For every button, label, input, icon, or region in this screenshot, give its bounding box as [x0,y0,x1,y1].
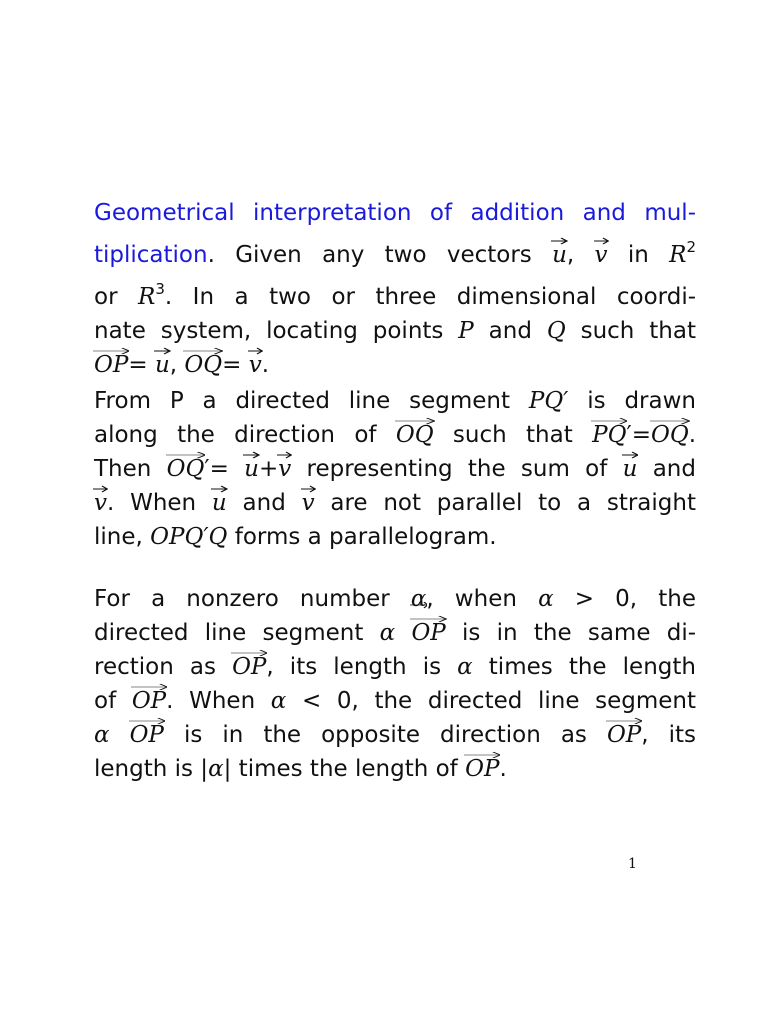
paragraph-addition [94,384,696,554]
line: along the direction of OQ such that PQ′= OQ. [94,418,696,452]
vector-v: v [302,486,315,520]
vector-OQ: OQ [184,348,222,382]
vector-u: u [244,452,259,486]
line: length is |α| times the length of OP. [94,752,696,786]
line: From P a directed line segment PQ′ is drawn [94,388,696,414]
vector-OP: OP [132,684,166,718]
vector-u: u [623,452,638,486]
line: OP= u, OQ= v. [94,348,696,382]
vector-OQ: OQ [396,418,434,452]
vector-OQ-prime: OQ [167,452,205,486]
paragraph-scalar-multiplication [94,582,696,786]
line: Then OQ′= u+ v representing the sum of u and [94,452,696,486]
page-number: 1 [628,856,637,872]
vector-OP: OP [130,718,164,752]
line [94,196,696,230]
line: line, OPQ′Q forms a parallelogram. [94,524,497,550]
line: directed line segment α OP is in the same di- [94,616,696,650]
line: α OP is in the opposite direction as OP, its [94,718,696,752]
paragraph-definition [94,196,696,382]
vector-OQ: OQ [651,418,689,452]
section-heading: Geometrical interpretation of addition and mul- [94,200,696,226]
line: tiplication. Given any two vectors u, v in $R^2$ [94,230,696,272]
vector-u: u [212,486,227,520]
line: rection as OP, its length is α times the length [94,650,696,684]
line: v. When u and v are not parallel to a straight [94,486,696,520]
vector-PQ-prime: PQ [592,418,626,452]
vector-v: v [94,486,107,520]
vector-v: v [278,452,291,486]
vector-v: v [595,238,608,272]
line: For a nonzero number α, when α > 0, the [94,582,696,616]
line: of OP. When α < 0, the directed line segment [94,684,696,718]
section-heading-cont: tiplication [94,242,208,268]
vector-u: u [155,348,170,382]
vector-u: u [552,238,567,272]
vector-OP: OP [94,348,128,382]
line: nate system, locating points P and Q such that [94,318,696,344]
vector-v: v [249,348,262,382]
vector-OP: OP [607,718,641,752]
vector-OP: OP [232,650,266,684]
alpha-symbol: α [410,586,427,612]
line: or $R^3$. In a two or three dimensional coordi- [94,280,697,310]
vector-OP: OP [411,616,445,650]
vector-OP: OP [465,752,499,786]
